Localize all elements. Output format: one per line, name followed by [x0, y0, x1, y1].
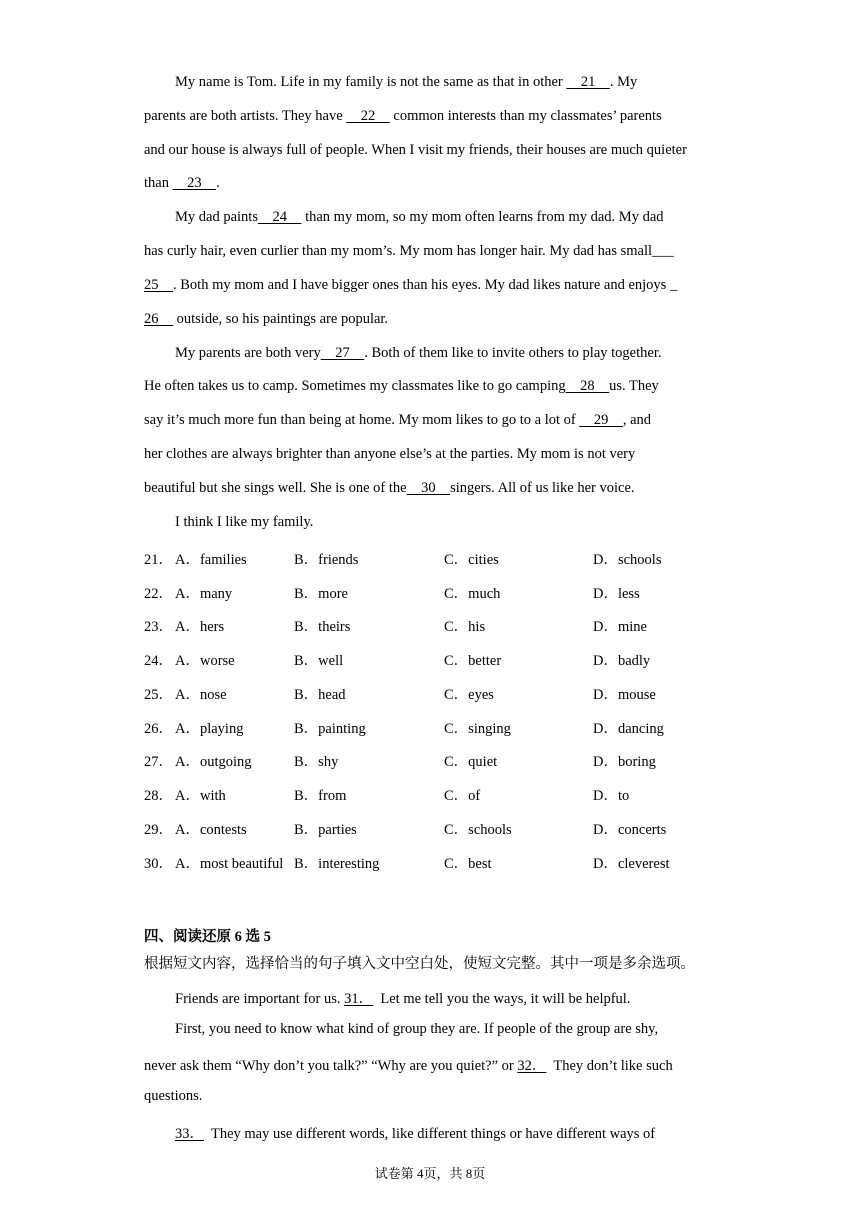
option-c: C．best: [444, 856, 492, 872]
question-number: 22．: [144, 586, 173, 602]
text: He often takes us to camp. Sometimes my classmates like to go camping: [144, 378, 566, 394]
option-a: A．outgoing: [175, 754, 252, 770]
text: , and: [622, 412, 652, 428]
blank-26-start: _: [669, 277, 678, 293]
question-options: [144, 683, 744, 703]
question-options: [144, 548, 744, 568]
text: never ask them “Why don’t you talk?” “Why are you quiet?” or: [144, 1058, 518, 1074]
passage-line: [144, 108, 662, 125]
question-number: 26．: [144, 721, 173, 737]
option-c: C．much: [444, 586, 501, 602]
option-d: D．to: [593, 788, 630, 804]
passage-line: [144, 277, 677, 294]
text: Let me tell you the ways, it will be helpful.: [373, 991, 631, 1007]
question-number: 23．: [144, 619, 173, 635]
question-number: 28．: [144, 788, 173, 804]
passage-line: her clothes are always brighter than anyone else’s at the parties. My mom is not very: [144, 446, 636, 462]
blank-33: 33．: [175, 1126, 204, 1142]
text: outside, so his paintings are popular.: [173, 311, 389, 327]
option-b: B．from: [294, 788, 347, 804]
section-heading: 四、阅读还原 6 选 5: [144, 929, 271, 945]
text: Friends are important for us.: [175, 991, 345, 1007]
option-b: B．theirs: [294, 619, 351, 635]
passage-line: [144, 175, 220, 192]
blank-25: 25: [144, 277, 173, 293]
passage-line: [144, 243, 674, 260]
blank-28: 28: [565, 378, 610, 394]
passage-line: [144, 412, 651, 429]
option-a: A．most beautiful: [175, 856, 284, 872]
option-d: D．badly: [593, 653, 651, 669]
option-a: A．contests: [175, 822, 247, 838]
text: My name is Tom. Life in my family is not the same as that in other: [175, 74, 567, 90]
passage-line: [144, 378, 659, 395]
question-options: [144, 750, 744, 770]
text: than my mom, so my mom often learns from my dad. My dad: [301, 209, 664, 225]
text: . Both of them like to invite others to play together.: [364, 345, 662, 361]
passage-line: [175, 987, 630, 1008]
option-b: B．parties: [294, 822, 357, 838]
passage-line: questions.: [144, 1088, 203, 1104]
blank-29: 29: [579, 412, 623, 428]
option-a: A．many: [175, 586, 233, 602]
option-a: A．nose: [175, 687, 227, 703]
passage-line: [144, 1054, 673, 1075]
text: common interests than my classmates’ parents: [389, 108, 662, 124]
option-c: C．cities: [444, 552, 499, 568]
option-d: D．dancing: [593, 721, 664, 737]
blank-23: 23: [172, 175, 217, 191]
option-c: C．singing: [444, 721, 511, 737]
passage-line: [175, 74, 637, 91]
option-b: B．friends: [294, 552, 359, 568]
blank-32: 32．: [517, 1058, 547, 1074]
question-options: [144, 582, 744, 602]
question-number: 21．: [144, 552, 173, 568]
section-instruction: 根据短文内容，选择恰当的句子填入文中空白处，使短文完整。其中一项是多余选项。: [144, 956, 695, 972]
passage-line: [175, 345, 661, 362]
option-a: A．playing: [175, 721, 244, 737]
text: They don’t like such: [546, 1058, 673, 1074]
question-number: 30．: [144, 856, 173, 872]
text: than: [144, 175, 173, 191]
page-footer: 试卷第 4页，共 8页: [374, 1166, 486, 1181]
text: .: [216, 175, 220, 191]
option-d: D．cleverest: [593, 856, 670, 872]
text: say it’s much more fun than being at home. My mom likes to go to a lot of: [144, 412, 580, 428]
option-d: D．boring: [593, 754, 656, 770]
option-b: B．painting: [294, 721, 366, 737]
option-b: B．more: [294, 586, 348, 602]
blank-24: 24: [257, 209, 302, 225]
question-options: [144, 717, 744, 737]
question-options: [144, 615, 744, 635]
option-d: D．mouse: [593, 687, 656, 703]
blank-21: 21: [566, 74, 610, 90]
blank-22: 22: [346, 108, 390, 124]
question-options: [144, 649, 744, 669]
text: beautiful but she sings well. She is one of the: [144, 480, 407, 496]
text: They may use different words, like different things or have different ways of: [204, 1126, 656, 1142]
option-b: B．well: [294, 653, 344, 669]
passage-line: [144, 311, 388, 328]
option-c: C．quiet: [444, 754, 498, 770]
option-a: A．families: [175, 552, 247, 568]
passage-line: [144, 480, 635, 497]
text: My parents are both very: [175, 345, 321, 361]
option-d: D．schools: [593, 552, 662, 568]
question-number: 24．: [144, 653, 173, 669]
option-d: D．mine: [593, 619, 647, 635]
text: parents are both artists. They have: [144, 108, 347, 124]
option-a: A．hers: [175, 619, 225, 635]
option-c: C．eyes: [444, 687, 494, 703]
passage-line: [175, 209, 664, 226]
blank-25-start: ___: [652, 243, 674, 259]
text: singers. All of us like her voice.: [450, 480, 635, 496]
blank-27: 27: [320, 345, 365, 361]
text: has curly hair, even curlier than my mom’s. My mom has longer hair. My dad has small: [144, 243, 653, 259]
passage-line: [175, 1122, 655, 1143]
option-b: B．interesting: [294, 856, 380, 872]
question-number: 29．: [144, 822, 173, 838]
option-c: C．his: [444, 619, 486, 635]
option-a: A．with: [175, 788, 226, 804]
blank-26: 26: [144, 311, 173, 327]
option-c: C．of: [444, 788, 481, 804]
question-options: [144, 852, 744, 872]
passage-line: and our house is always full of people. When I visit my friends, their houses are much quieter: [144, 142, 687, 158]
blank-31: 31．: [344, 991, 374, 1007]
blank-30: 30: [406, 480, 451, 496]
passage-line: First, you need to know what kind of group they are. If people of the group are shy,: [175, 1021, 659, 1037]
passage-line: I think I like my family.: [175, 514, 314, 530]
text: us. They: [609, 378, 659, 394]
text: . My: [609, 74, 638, 90]
text: . Both my mom and I have bigger ones than his eyes. My dad likes nature and enjoys: [173, 277, 670, 293]
question-number: 27．: [144, 754, 173, 770]
option-b: B．head: [294, 687, 346, 703]
option-c: C．better: [444, 653, 502, 669]
option-c: C．schools: [444, 822, 512, 838]
option-a: A．worse: [175, 653, 235, 669]
option-d: D．less: [593, 586, 640, 602]
question-number: 25．: [144, 687, 173, 703]
question-options: [144, 784, 744, 804]
question-options: [144, 818, 744, 838]
text: My dad paints: [175, 209, 258, 225]
option-d: D．concerts: [593, 822, 667, 838]
option-b: B．shy: [294, 754, 339, 770]
